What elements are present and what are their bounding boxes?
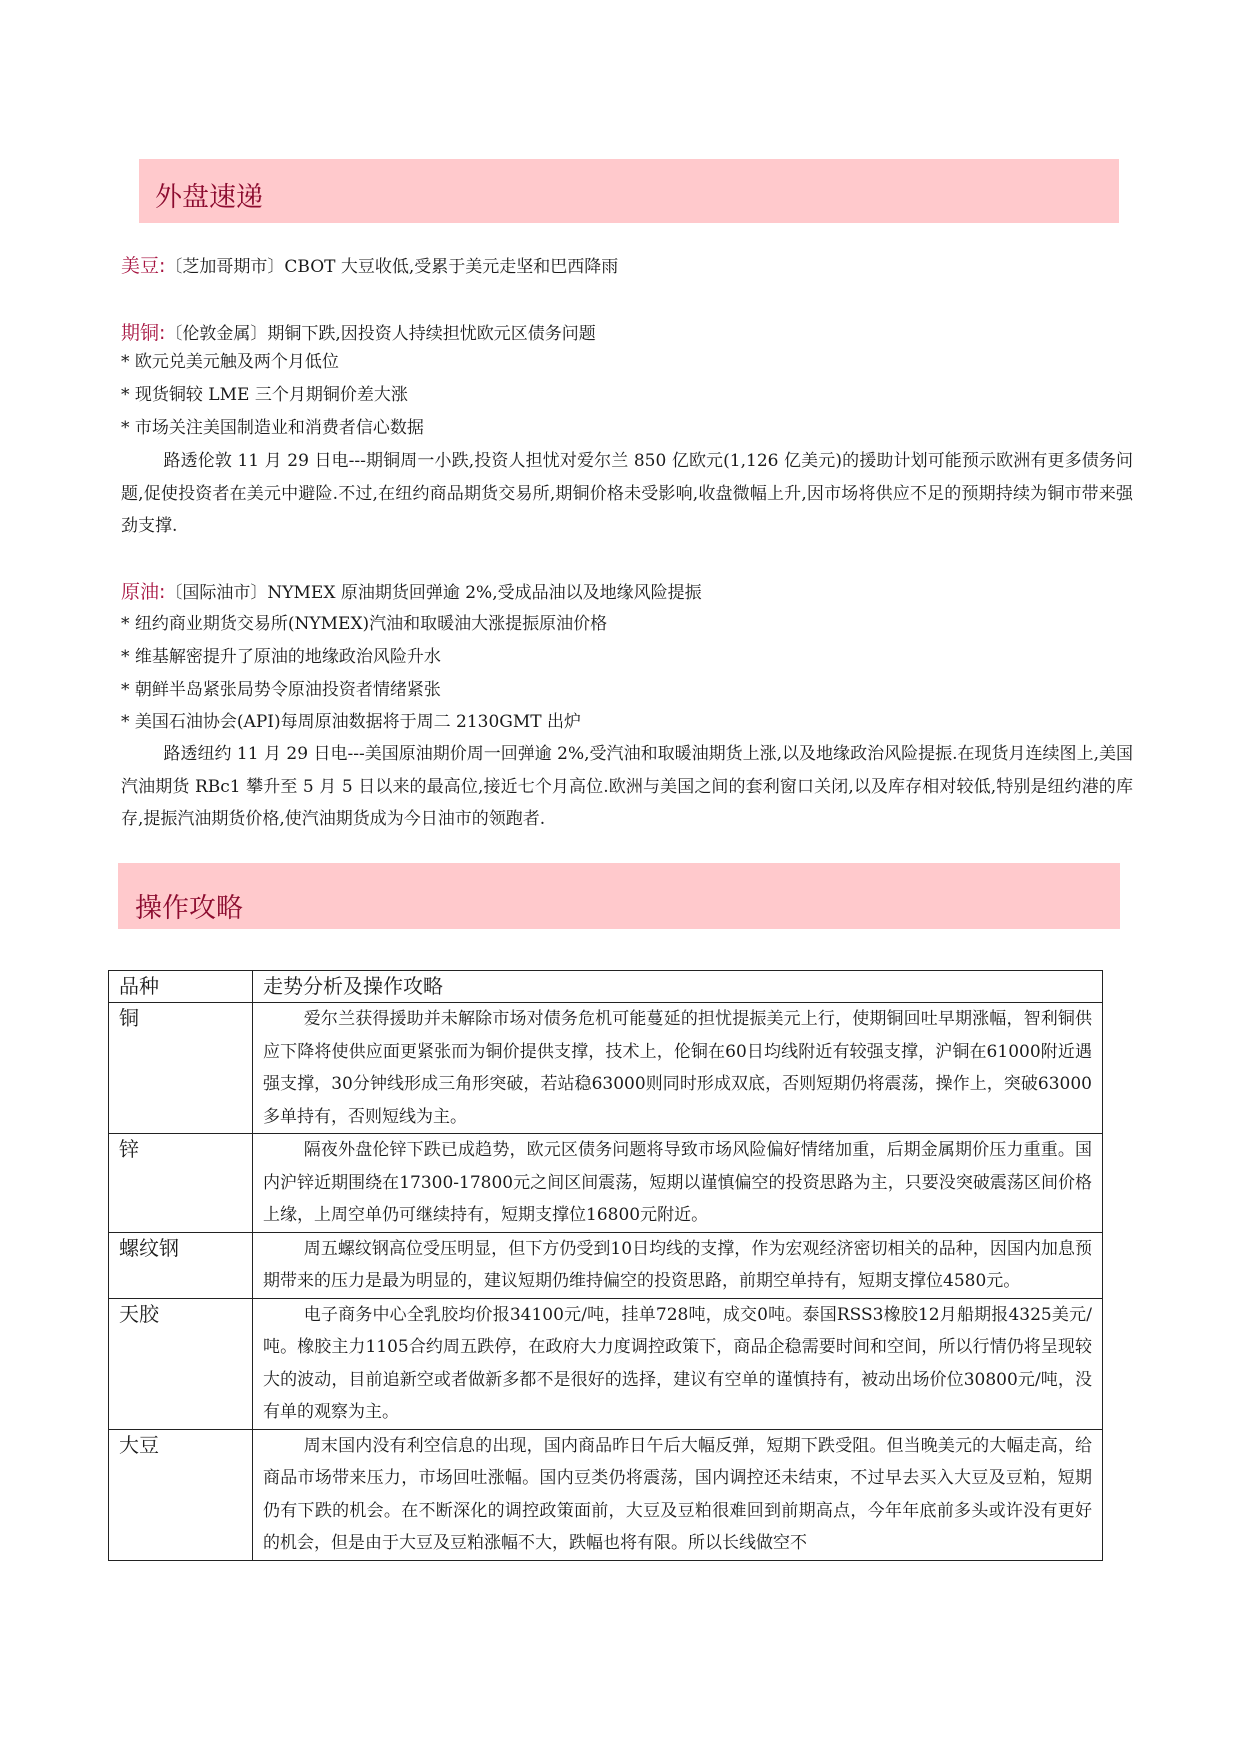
row-analysis-text: 周五螺纹钢高位受压明显，但下方仍受到10日均线的支撑，作为宏观经济密切相关的品种，因国内加息预期带来的压力是最为明显的，建议短期仍维持偏空的投资思路，前期空单持有，短期支撑位4580元。 [263, 1238, 1092, 1291]
header-variety: 品种 [109, 971, 253, 1003]
table-header-row [109, 971, 1103, 1003]
crude-bullet: * 维基解密提升了原油的地缘政治风险升水 [121, 647, 441, 667]
row-analysis [253, 1232, 1103, 1298]
strategy-table [108, 970, 1103, 1561]
row-variety: 铜 [109, 1003, 253, 1134]
crude-paragraph: 路透纽约 11 月 29 日电---美国原油期价周一回弹逾 2%,受汽油和取暖油期货上涨,以及地缘政治风险提振.在现货月连续图上,美国汽油期货 RBc1 攀升至 5 月 5 日以来的最高位,接近七个月高位.欧洲与美国之间的套利窗口关闭,以及库存相对较低,特别是纽约港的库存,提振汽油期货价格,使汽油期货成为今日油市的领跑者. [121, 744, 1133, 829]
copper-paragraph: 路透伦敦 11 月 29 日电---期铜周一小跌,投资人担忧对爱尔兰 850 亿欧元(1,126 亿美元)的援助计划可能预示欧洲有更多债务问题,促使投资者在美元中避险.不过,在纽约商品期货交易所,期铜价格未受影响,收盘微幅上升,因市场将供应不足的预期持续为铜市带来强劲支撑. [121, 451, 1133, 536]
table-row [109, 1134, 1103, 1233]
row-analysis-text: 电子商务中心全乳胶均价报34100元/吨，挂单728吨，成交0吨。泰国RSS3橡胶12月船期报4325美元/吨。橡胶主力1105合约周五跌停，在政府大力度调控政策下，商品企稳需要时间和空间，所以行情仍将呈现较大的波动，目前追新空或者做新多都不是很好的选择，建议有空单的谨慎持有，被动出场价位30800元/吨，没有单的观察为主。 [263, 1304, 1092, 1422]
copper-label: 期铜: [121, 322, 166, 344]
row-analysis-text: 爱尔兰获得援助并未解除市场对债务危机可能蔓延的担忧提振美元上行，使期铜回吐早期涨幅，智利铜供应下降将使供应面更紧张而为铜价提供支撑，技术上，伦铜在60日均线附近有较强支撑，沪铜在61000附近遇强支撑，30分钟线形成三角形突破，若站稳63000则同时形成双底，否则短期仍将震荡，操作上，突破63000多单持有，否则短线为主。 [263, 1009, 1092, 1127]
section-title: 操作攻略 [135, 893, 243, 924]
copper-text: 〔伦敦金属〕期铜下跌,因投资人持续担忧欧元区债务问题 [165, 324, 596, 344]
row-variety: 螺纹钢 [109, 1232, 253, 1298]
table-row [109, 1429, 1103, 1560]
row-variety: 大豆 [109, 1429, 253, 1560]
soybean-headline [121, 255, 1121, 278]
row-analysis [253, 1429, 1103, 1560]
row-variety: 锌 [109, 1134, 253, 1233]
table-row [109, 1232, 1103, 1298]
crude-text: 〔国际油市〕NYMEX 原油期货回弹逾 2%,受成品油以及地缘风险提振 [165, 583, 702, 603]
section-title: 外盘速递 [155, 182, 263, 213]
crude-label: 原油: [121, 581, 166, 603]
soybean-text: 〔芝加哥期市〕CBOT 大豆收低,受累于美元走坚和巴西降雨 [165, 257, 619, 277]
header-analysis: 走势分析及操作攻略 [253, 971, 1103, 1003]
copper-bullet: * 现货铜较 LME 三个月期铜价差大涨 [121, 385, 408, 405]
copper-bullet: * 欧元兑美元触及两个月低位 [121, 352, 339, 372]
row-analysis-text: 隔夜外盘伦锌下跌已成趋势，欧元区债务问题将导致市场风险偏好情绪加重，后期金属期价压力重重。国内沪锌近期围绕在17300-17800元之间区间震荡，短期以谨慎偏空的投资思路为主，只要没突破震荡区间价格上缘，上周空单仍可继续持有，短期支撑位16800元附近。 [263, 1140, 1092, 1225]
crude-bullet: * 纽约商业期货交易所(NYMEX)汽油和取暖油大涨提振原油价格 [121, 614, 608, 634]
section-banner-overseas [139, 159, 1119, 223]
crude-bullet: * 美国石油协会(API)每周原油数据将于周二 2130GMT 出炉 [121, 712, 581, 732]
row-variety: 天胶 [109, 1298, 253, 1429]
row-analysis [253, 1134, 1103, 1233]
crude-bullet: * 朝鲜半岛紧张局势令原油投资者情绪紧张 [121, 680, 441, 700]
row-analysis [253, 1003, 1103, 1134]
copper-headline [121, 322, 1121, 345]
table-row [109, 1298, 1103, 1429]
row-analysis-text: 周末国内没有利空信息的出现，国内商品昨日午后大幅反弹，短期下跌受阻。但当晚美元的大幅走高，给商品市场带来压力，市场回吐涨幅。国内豆类仍将震荡，国内调控还未结束，不过早去买入大豆及豆粕，短期仍有下跌的机会。在不断深化的调控政策面前，大豆及豆粕很难回到前期高点，今年年底前多头或许没有更好的机会，但是由于大豆及豆粕涨幅不大，跌幅也将有限。所以长线做空不 [263, 1435, 1092, 1553]
section-banner-strategy [118, 863, 1120, 929]
crude-headline [121, 581, 1121, 604]
copper-bullet: * 市场关注美国制造业和消费者信心数据 [121, 418, 424, 438]
soybean-label: 美豆: [121, 255, 166, 277]
table-row [109, 1003, 1103, 1134]
row-analysis [253, 1298, 1103, 1429]
